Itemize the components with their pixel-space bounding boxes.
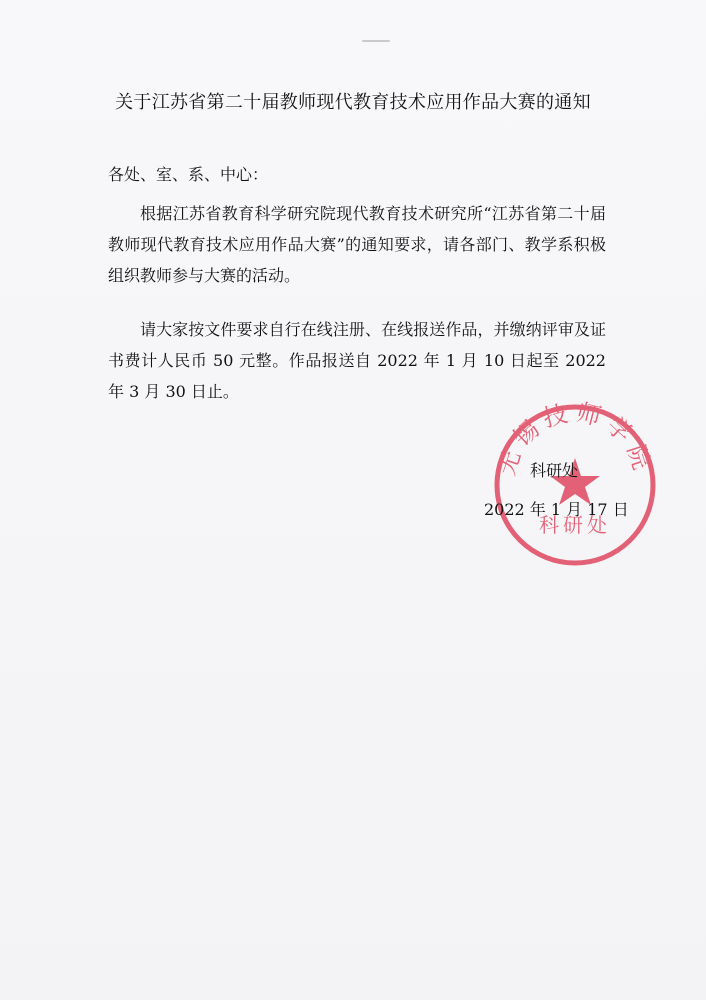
signature-date: 2022 年 1 月 17 日 (484, 500, 629, 519)
body-paragraph-1: 根据江苏省教育科学研究院现代教育技术研究所“江苏省第二十届教师现代教育技术应用作品大赛”的通知要求，请各部门、教学系积极组织教师参与大赛的活动。 (108, 204, 606, 285)
body-paragraph-2: 请大家按文件要求自行在线注册、在线报送作品，并缴纳评审及证书费计人民币 50 元整。作品报送自 2022 年 1 月 10 日起至 2022 年 3 月 30 日止。 (108, 320, 606, 401)
seal-bottom-text: 科研处 (539, 513, 611, 537)
signature-department: 科研处 (530, 461, 579, 480)
official-seal (490, 400, 660, 570)
scan-mark (362, 40, 390, 42)
document-title: 关于江苏省第二十届教师现代教育技术应用作品大赛的通知 (115, 92, 591, 113)
seal-arc-text: 无锡技师学院 (492, 400, 658, 479)
salutation: 各处、室、系、中心： (108, 165, 269, 184)
